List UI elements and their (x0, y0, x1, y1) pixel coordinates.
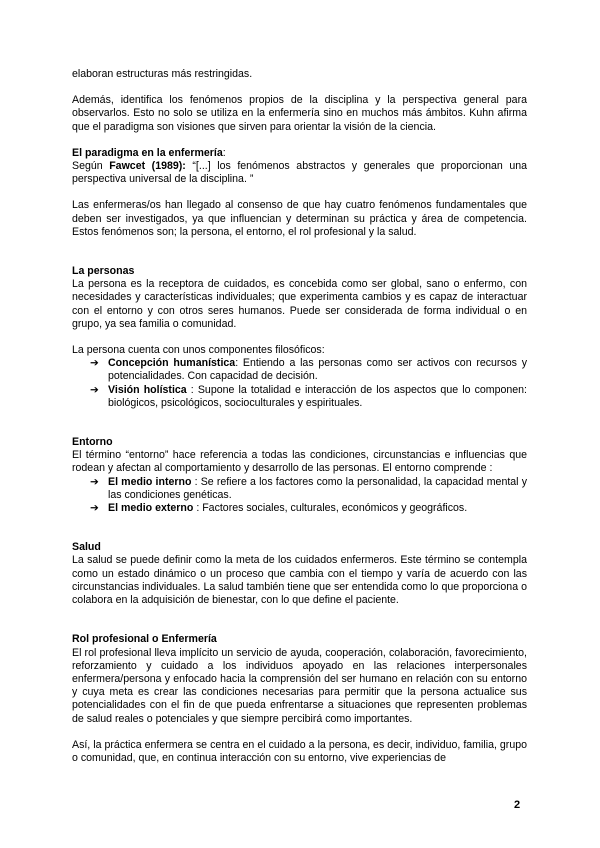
list-text: : Supone la totalidad e interacción de los aspectos que lo componen: biológicos, psicológicos, socioculturales y espirituales. (108, 383, 527, 409)
section-heading-persona: La personas (72, 265, 135, 278)
list-term: Concepción humanística (108, 357, 236, 370)
list-term: El medio interno (108, 475, 192, 488)
arrow-icon: ➔ (90, 383, 99, 396)
section-heading-rol: Rol profesional o Enfermería (72, 633, 217, 646)
page-number: 2 (514, 799, 521, 811)
list-term: El medio externo (108, 502, 194, 515)
heading-text: El paradigma en la enfermería (72, 146, 223, 159)
arrow-icon: ➔ (90, 475, 99, 488)
section-heading-paradigma (72, 147, 527, 160)
arrow-icon: ➔ (90, 357, 99, 370)
quote-prefix: Según (72, 160, 110, 173)
list-item (90, 502, 527, 515)
document-body (72, 68, 527, 765)
paragraph: El término “entorno” hace referencia a todas las condiciones, circunstancias e influencias que rodean y afectan al comportamiento y desarrollo de las personas. El entorno comprende : (72, 449, 527, 475)
paragraph: elaboran estructuras más restringidas. (72, 68, 253, 80)
arrow-icon: ➔ (90, 502, 99, 515)
heading-suffix: : (222, 146, 226, 159)
list-term: Visión holística (108, 383, 187, 396)
list-text: : Se refiere a los factores como la personalidad, la capacidad mental y las condiciones genéticas. (108, 475, 527, 501)
bullet-list (72, 476, 527, 516)
list-item (90, 357, 527, 383)
bullet-list (72, 357, 527, 410)
paragraph: La salud se puede definir como la meta de los cuidados enfermeros. Este término se contempla como un estado dinámico o un proceso que cambia con el tiempo y varía de acuerdo con las circunstancias individuales. La salud también tiene que ser entendida como lo que proporciona o colabora en la adquisición de bienestar, con lo que define el paciente. (72, 554, 527, 607)
quote-text: “[...] los fenómenos abstractos y generales que proporcionan una perspectiva universal de la disciplina. ” (72, 160, 527, 186)
section-heading-entorno: Entorno (72, 436, 113, 449)
paragraph: Además, identifica los fenómenos propios de la disciplina y la perspectiva general para observarlos. Esto no solo se utiliza en la enfermería sino en muchos más ámbitos. Kuhn afirma que el paradigma son visiones que sirven para orientar la visión de la ciencia. (72, 94, 527, 133)
quote-paragraph (72, 160, 527, 186)
list-text: : Entiendo a las personas como ser activos con recursos y potencialidades. Con capacidad de decisión. (108, 357, 527, 383)
section-heading-salud: Salud (72, 541, 101, 554)
paragraph: Las enfermeras/os han llegado al consenso de que hay cuatro fenómenos fundamentales que deben ser investigados, ya que influencian y determinan su práctica y área de competencia. Estos fenómenos son; la persona, el entorno, el rol profesional y la salud. (72, 199, 527, 238)
list-item (90, 476, 527, 502)
paragraph: La persona cuenta con unos componentes filosóficos: (72, 344, 325, 357)
paragraph: El rol profesional lleva implícito un servicio de ayuda, cooperación, colaboración, favorecimiento, reforzamiento y cuidado a los individuos apoyado en las relaciones interpersonales enfermera/persona y enfocado hacia la comprensión del ser humano en relación con su entorno y cuya meta es crear las condiciones necesarias para permitir que la persona actualice sus potencialidades con el fin de que pueda enfrentarse a situaciones que representen problemas de salud reales o potenciales y que siempre percibirá como importantes. (72, 646, 527, 725)
paragraph: Así, la práctica enfermera se centra en el cuidado a la persona, es decir, individuo, familia, grupo o comunidad, que, en continua interacción con su entorno, vive experiencias de (72, 738, 527, 764)
quote-author: Fawcet (1989): (109, 160, 186, 173)
list-text: : Factores sociales, culturales, económicos y geográficos. (193, 502, 468, 515)
list-item (90, 384, 527, 410)
paragraph: La persona es la receptora de cuidados, es concebida como ser global, sano o enfermo, con necesidades y características individuales; que experimenta cambios y es capaz de interactuar con el entorno y con otros seres humanos. Puede ser considerada de forma individual o en grupo, ya sea familia o comunidad. (72, 278, 527, 330)
